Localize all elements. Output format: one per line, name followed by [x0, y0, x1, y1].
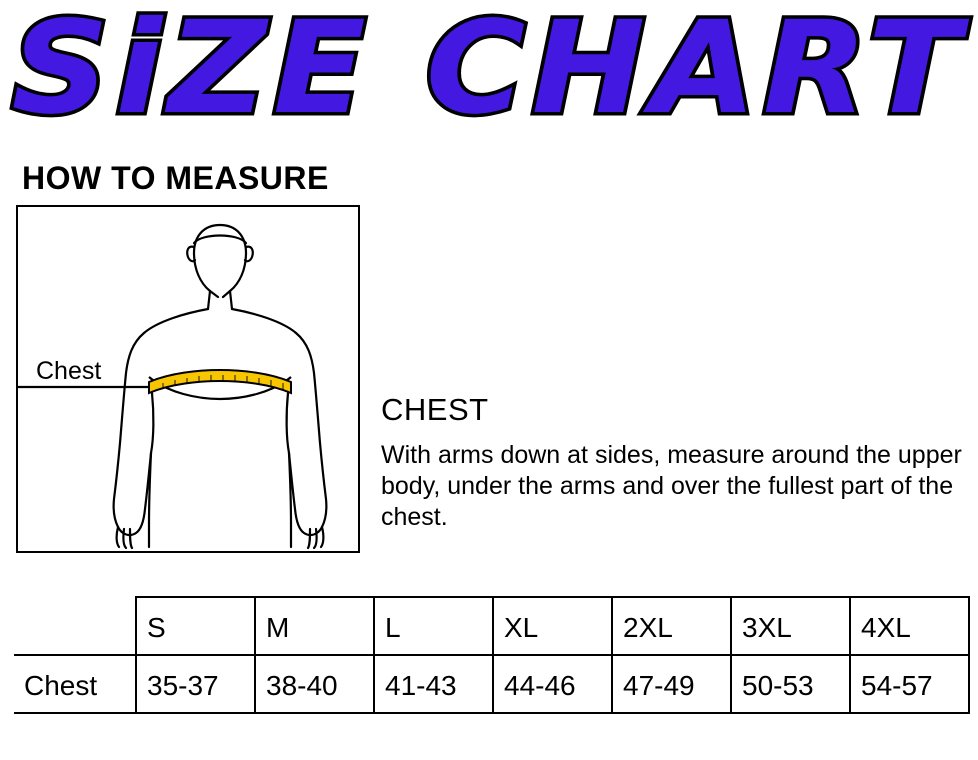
table-header-2xl: 2XL	[612, 597, 731, 655]
table-header-m: M	[255, 597, 374, 655]
table-row-label-chest: Chest	[14, 655, 136, 713]
table-header-4xl: 4XL	[850, 597, 969, 655]
table-cell-chest-m: 38-40	[255, 655, 374, 713]
chest-description-text: With arms down at sides, measure around the upper body, under the arms and over the fullest part of the chest.	[381, 441, 962, 531]
figure-chest-label: Chest	[36, 357, 102, 385]
title-block	[0, 0, 978, 150]
tape-measure-icon	[149, 370, 291, 399]
table-header-row	[14, 597, 969, 655]
table-cell-chest-2xl: 47-49	[612, 655, 731, 713]
table-header-s: S	[136, 597, 255, 655]
table-row	[14, 655, 969, 713]
table-header-xl: XL	[493, 597, 612, 655]
chest-description-block	[381, 392, 971, 533]
table-cell-chest-4xl: 54-57	[850, 655, 969, 713]
chest-description-heading: CHEST	[381, 392, 489, 427]
table-cell-chest-3xl: 50-53	[731, 655, 850, 713]
table-cell-chest-l: 41-43	[374, 655, 493, 713]
how-to-measure-heading: HOW TO MEASURE	[22, 160, 329, 196]
table-corner-cell	[14, 597, 136, 655]
page-title: SiZE CHART	[11, 0, 967, 143]
table-header-l: L	[374, 597, 493, 655]
size-chart-table	[14, 596, 970, 714]
table-cell-chest-s: 35-37	[136, 655, 255, 713]
table-header-3xl: 3XL	[731, 597, 850, 655]
table-cell-chest-xl: 44-46	[493, 655, 612, 713]
